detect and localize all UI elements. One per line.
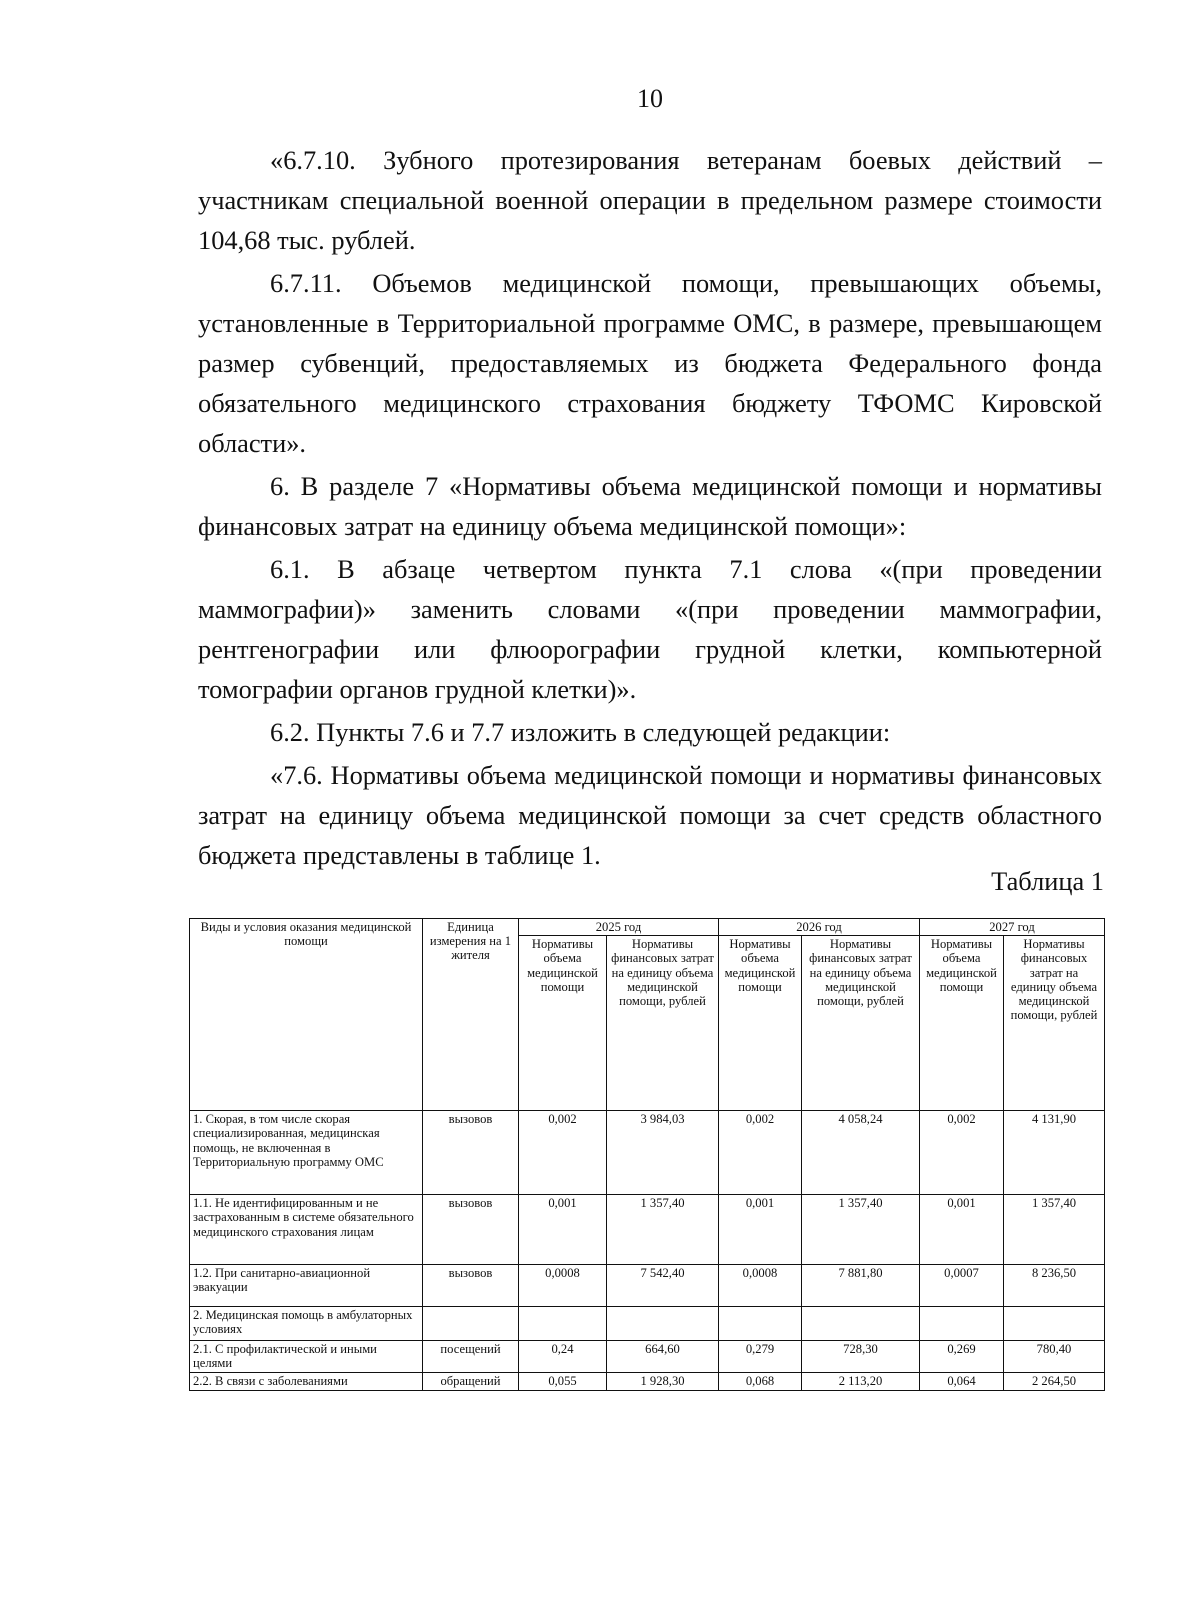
row-value: 0,068 xyxy=(719,1372,802,1390)
row-label: 2. Медицинская помощь в амбулаторных условиях xyxy=(190,1307,423,1341)
header-volume: Нормативы объема медицинской помощи xyxy=(519,936,607,1111)
row-value: 0,24 xyxy=(519,1341,607,1372)
table-row xyxy=(190,1341,1105,1372)
table-caption: Таблица 1 xyxy=(991,866,1104,896)
row-value: 0,002 xyxy=(920,1111,1004,1195)
header-type: Виды и условия оказания медицинской помощи xyxy=(190,919,423,1111)
row-value: 728,30 xyxy=(802,1341,920,1372)
row-value: 1 357,40 xyxy=(802,1195,920,1265)
row-value: 780,40 xyxy=(1004,1341,1105,1372)
paragraph: 6.1. В абзаце четвертом пункта 7.1 слова «(при проведении маммографии)» заменить словами «(при проведении маммографии, рентгенографии или флюорографии грудной клетки, компьютерной томографии органов грудной клетки)». xyxy=(198,554,1102,704)
row-value: 4 058,24 xyxy=(802,1111,920,1195)
paragraph: 6. В разделе 7 «Нормативы объема медицинской помощи и нормативы финансовых затрат на единицу объема медицинской помощи»: xyxy=(198,471,1102,541)
header-year-2027: 2027 год xyxy=(920,919,1105,936)
row-value: 664,60 xyxy=(607,1341,719,1372)
table-header-row xyxy=(190,919,1105,936)
row-value: 0,002 xyxy=(719,1111,802,1195)
row-label: 1.2. При санитарно-авиационной эвакуации xyxy=(190,1265,423,1307)
paragraph: 6.7.11. Объемов медицинской помощи, превышающих объемы, установленные в Территориальной программе ОМС, в размере, превышающем размер субвенций, предоставляемых из бюджета Федерального фонда обязательного медицинского страхования бюджету ТФОМС Кировской области». xyxy=(198,268,1102,458)
row-unit: посещений xyxy=(423,1341,519,1372)
row-value: 0,0008 xyxy=(719,1265,802,1307)
header-volume: Нормативы объема медицинской помощи xyxy=(920,936,1004,1111)
row-value xyxy=(1004,1307,1105,1341)
row-value: 7 542,40 xyxy=(607,1265,719,1307)
row-value: 0,269 xyxy=(920,1341,1004,1372)
row-value: 0,001 xyxy=(519,1195,607,1265)
row-value: 1 928,30 xyxy=(607,1372,719,1390)
table-row xyxy=(190,1265,1105,1307)
table-row xyxy=(190,1372,1105,1390)
row-value: 0,055 xyxy=(519,1372,607,1390)
row-unit xyxy=(423,1307,519,1341)
row-value: 0,002 xyxy=(519,1111,607,1195)
row-value xyxy=(607,1307,719,1341)
header-unit: Единица измерения на 1 жителя xyxy=(423,919,519,1111)
row-value: 4 131,90 xyxy=(1004,1111,1105,1195)
row-unit: вызовов xyxy=(423,1195,519,1265)
row-value: 0,001 xyxy=(920,1195,1004,1265)
row-value: 8 236,50 xyxy=(1004,1265,1105,1307)
row-label: 2.2. В связи с заболеваниями xyxy=(190,1372,423,1390)
row-value: 1 357,40 xyxy=(607,1195,719,1265)
row-value: 2 264,50 xyxy=(1004,1372,1105,1390)
paragraph: «6.7.10. Зубного протезирования ветеранам боевых действий – участникам специальной военной операции в предельном размере стоимости 104,68 тыс. рублей. xyxy=(198,145,1102,255)
row-value: 0,0007 xyxy=(920,1265,1004,1307)
table-row xyxy=(190,1307,1105,1341)
header-year-2025: 2025 год xyxy=(519,919,719,936)
header-year-2026: 2026 год xyxy=(719,919,920,936)
row-value: 3 984,03 xyxy=(607,1111,719,1195)
row-label: 1. Скорая, в том числе скорая специализированная, медицинская помощь, не включенная в Территориальную программу ОМС xyxy=(190,1111,423,1195)
row-value xyxy=(519,1307,607,1341)
header-cost: Нормативы финансовых затрат на единицу объема медицинской помощи, рублей xyxy=(1004,936,1105,1111)
table-body xyxy=(190,1111,1105,1390)
header-cost: Нормативы финансовых затрат на единицу объема медицинской помощи, рублей xyxy=(607,936,719,1111)
row-unit: вызовов xyxy=(423,1111,519,1195)
norms-table xyxy=(189,918,1105,1391)
table-row xyxy=(190,1111,1105,1195)
row-value: 2 113,20 xyxy=(802,1372,920,1390)
paragraph: 6.2. Пункты 7.6 и 7.7 изложить в следующей редакции: xyxy=(270,717,891,747)
row-value xyxy=(802,1307,920,1341)
table-row xyxy=(190,1195,1105,1265)
row-value xyxy=(920,1307,1004,1341)
header-volume: Нормативы объема медицинской помощи xyxy=(719,936,802,1111)
row-value: 7 881,80 xyxy=(802,1265,920,1307)
page-number: 10 xyxy=(637,84,663,113)
row-value: 0,0008 xyxy=(519,1265,607,1307)
row-unit: обращений xyxy=(423,1372,519,1390)
row-value: 0,279 xyxy=(719,1341,802,1372)
row-value: 0,064 xyxy=(920,1372,1004,1390)
row-value: 1 357,40 xyxy=(1004,1195,1105,1265)
row-value: 0,001 xyxy=(719,1195,802,1265)
header-cost: Нормативы финансовых затрат на единицу объема медицинской помощи, рублей xyxy=(802,936,920,1111)
document-body xyxy=(198,140,1102,878)
row-label: 2.1. С профилактической и иными целями xyxy=(190,1341,423,1372)
row-unit: вызовов xyxy=(423,1265,519,1307)
row-label: 1.1. Не идентифицированным и не застрахованным в системе обязательного медицинского страхования лицам xyxy=(190,1195,423,1265)
paragraph: «7.6. Нормативы объема медицинской помощи и нормативы финансовых затрат на единицу объема медицинской помощи за счет средств областного бюджета представлены в таблице 1. xyxy=(198,760,1102,870)
row-value xyxy=(719,1307,802,1341)
